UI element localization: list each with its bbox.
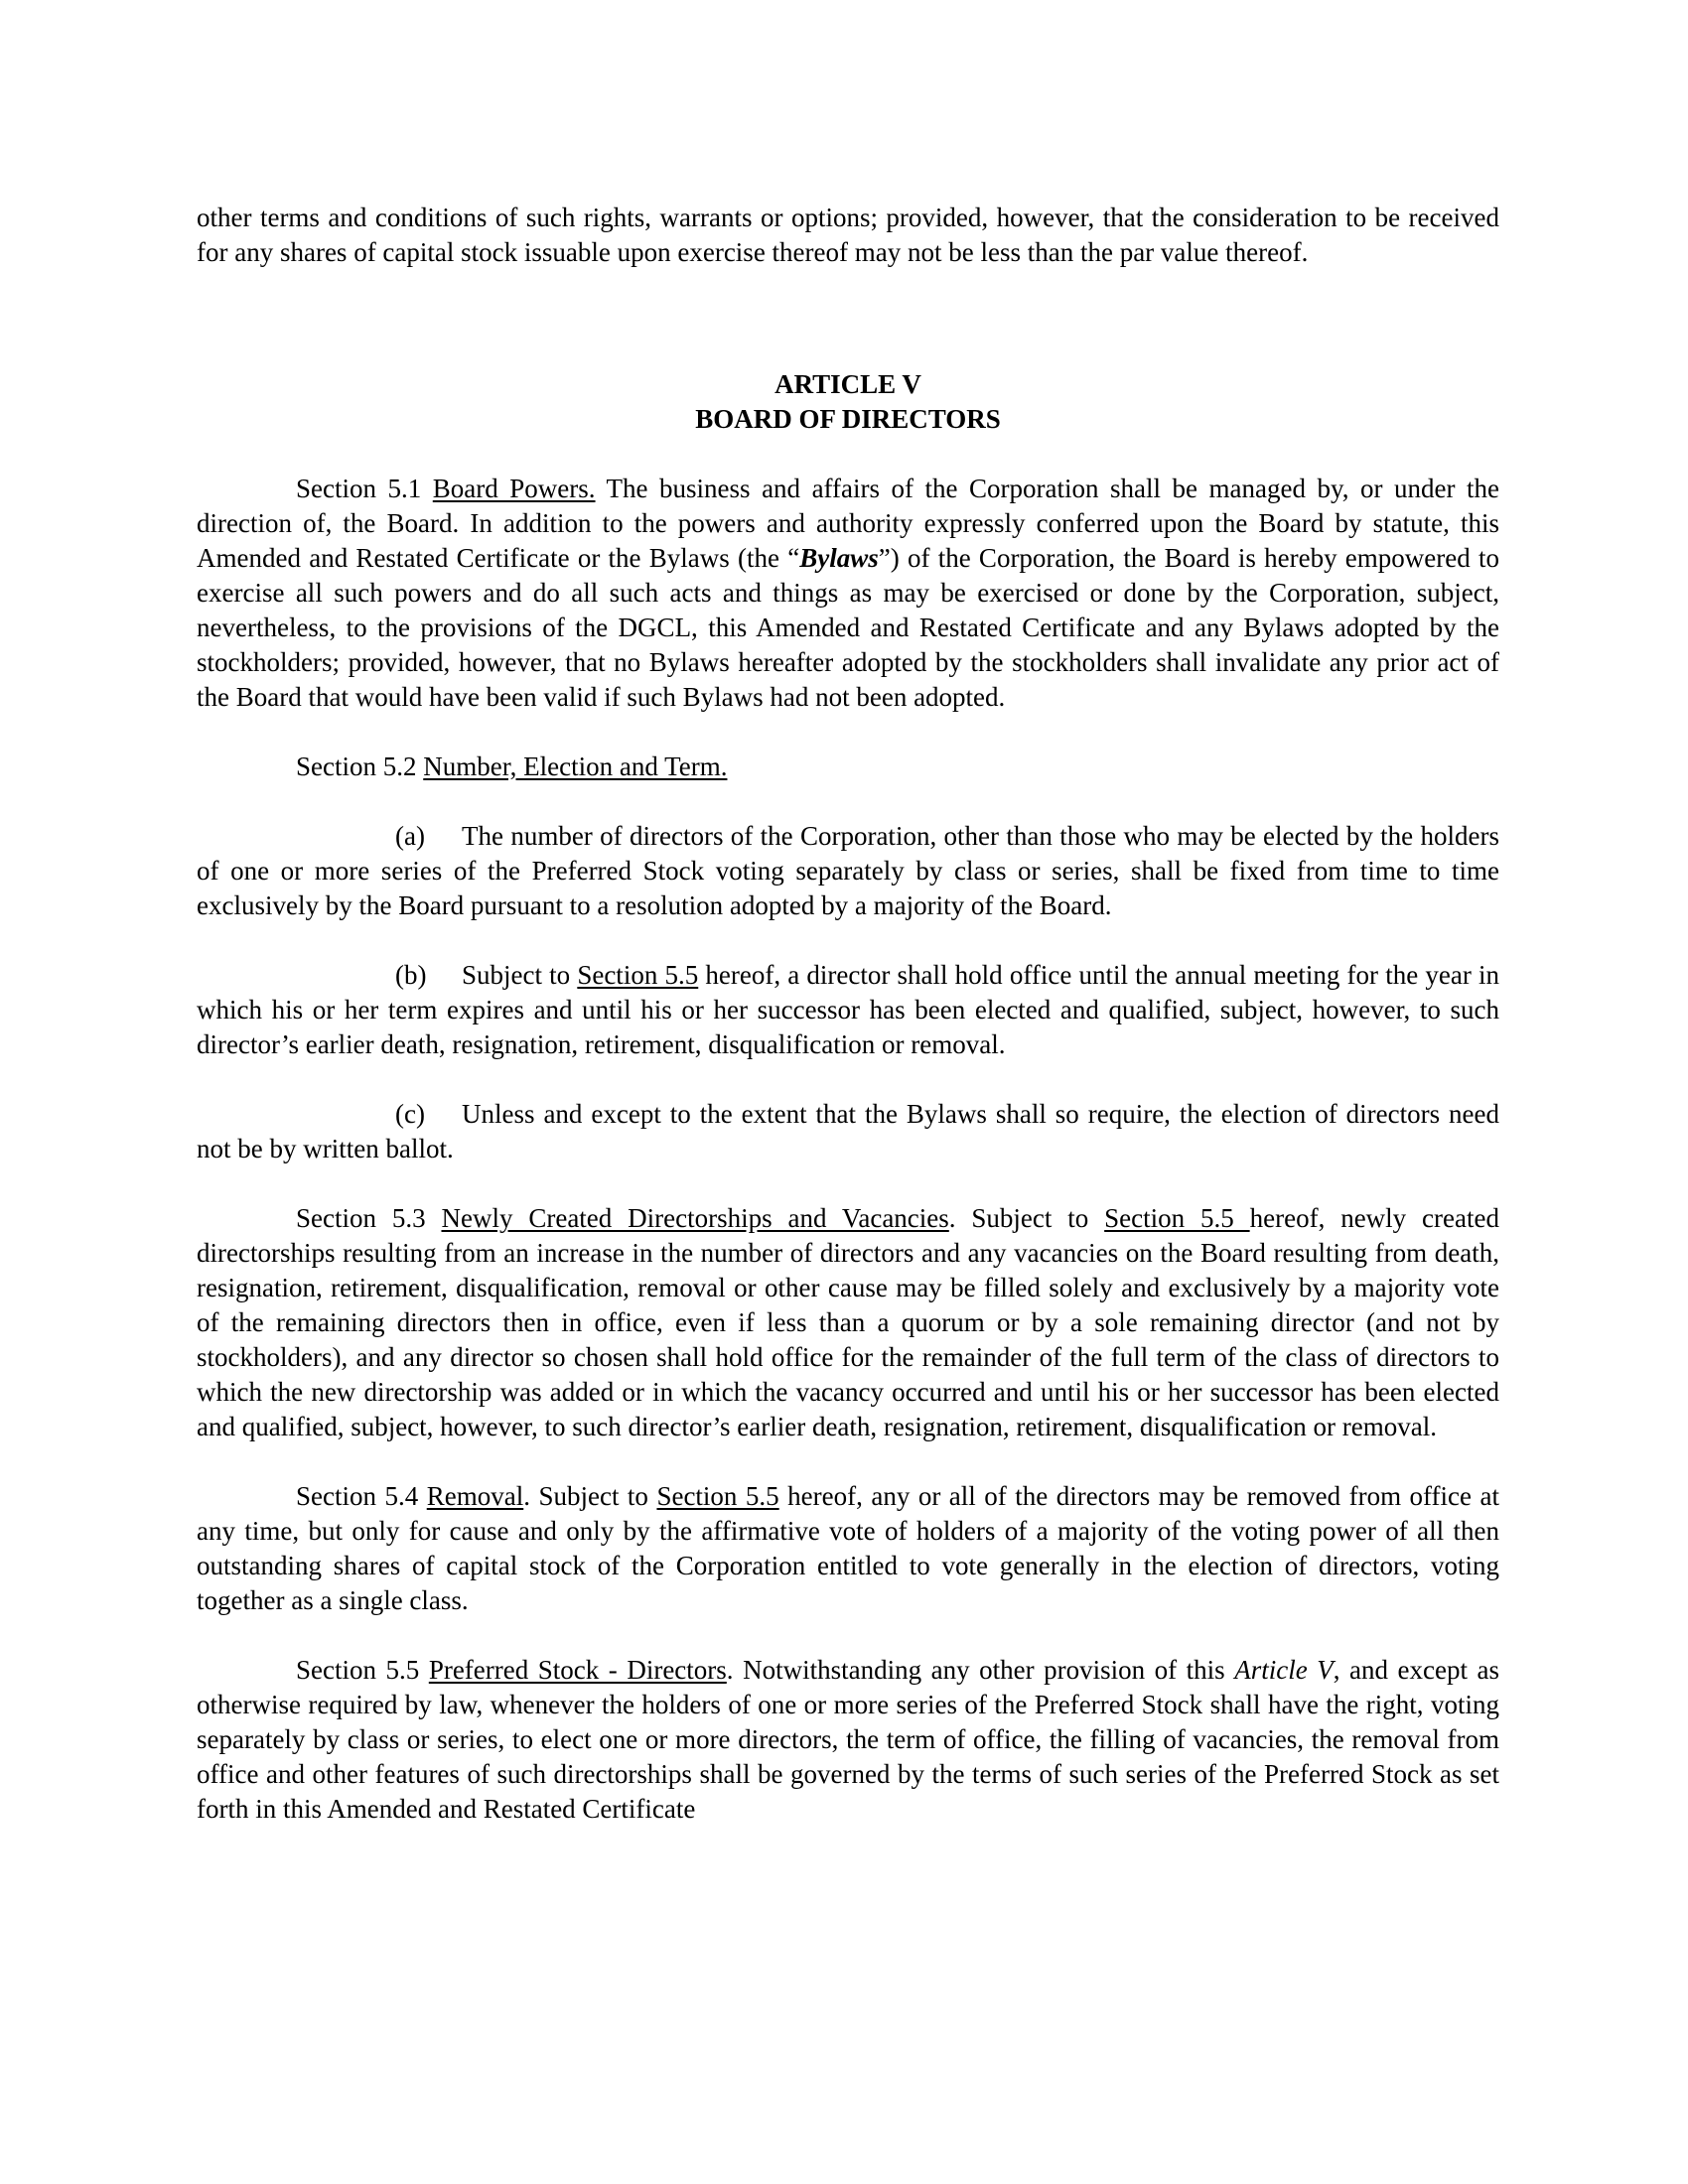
section-5-4-post: hereof, any or all of the directors may be removed from office at any time, but only for cause and only by the affirmative vote of holders of a majority of the voting power of all then outstanding shares of capital stock of the Corporation entitled to vote generally in the election of directors, voting together as a single class. bbox=[197, 1481, 1499, 1615]
intro-paragraph: other terms and conditions of such rights, warrants or options; provided, however, that the consideration to be received for any shares of capital stock issuable upon exercise thereof may not be less than the par value thereof. bbox=[197, 203, 1499, 267]
section-5-4-title: Removal bbox=[426, 1481, 524, 1511]
article-title: BOARD OF DIRECTORS bbox=[695, 404, 1001, 434]
section-5-4-pre: . Subject to bbox=[523, 1481, 657, 1511]
clause-a-text: The number of directors of the Corporation, other than those who may be elected by the holders of one or more series of the Preferred Stock voting separately by class or series, shall be fixed from time to time exclusively by the Board pursuant to a resolution adopted by a majority of the Board. bbox=[197, 821, 1499, 920]
clause-a-label: (a) bbox=[395, 821, 425, 851]
section-5-5-pre: . Notwithstanding any other provision of this bbox=[726, 1655, 1235, 1685]
article-heading bbox=[197, 367, 1499, 437]
section-5-3-label: Section 5.3 bbox=[296, 1203, 426, 1233]
clause-b-pre: Subject to bbox=[462, 960, 578, 990]
article-v-ref: Article V bbox=[1234, 1655, 1334, 1685]
section-5-3-post: hereof, newly created directorships resulting from an increase in the number of directors and any vacancies on the Board resulting from death, resignation, retirement, disqualification, removal or other cause may be filled solely and exclusively by a majority vote of the remaining directors then in office, even if less than a quorum or by a sole remaining director (and not by stockholders), and any director so chosen shall hold office for the remainder of the full term of the class of directors to which the new directorship was added or in which the vacancy occurred and until his or her successor has been elected and qualified, subject, however, to such director’s earlier death, resignation, retirement, disqualification or removal. bbox=[197, 1203, 1499, 1441]
section-5-4-section-ref: Section 5.5 bbox=[656, 1481, 779, 1511]
bylaws-defined-term: Bylaws bbox=[799, 543, 879, 573]
section-5-4 bbox=[197, 1479, 1499, 1618]
clause-c-label: (c) bbox=[395, 1099, 425, 1129]
section-5-5 bbox=[197, 1653, 1499, 1827]
section-5-3-title: Newly Created Directorships and Vacancies bbox=[441, 1203, 949, 1233]
article-number: ARTICLE V bbox=[774, 369, 921, 399]
section-5-1-title: Board Powers. bbox=[432, 474, 596, 503]
section-5-3 bbox=[197, 1201, 1499, 1444]
section-5-2 bbox=[197, 750, 1499, 784]
section-5-2-b bbox=[197, 958, 1499, 1062]
section-5-1 bbox=[197, 472, 1499, 715]
clause-b-label: (b) bbox=[395, 960, 427, 990]
clause-c-text: Unless and except to the extent that the Bylaws shall so require, the election of directors need not be by written ballot. bbox=[197, 1099, 1499, 1163]
section-5-3-pre: . Subject to bbox=[948, 1203, 1105, 1233]
section-5-2-c bbox=[197, 1097, 1499, 1166]
section-5-5-title: Preferred Stock - Directors bbox=[428, 1655, 727, 1685]
section-5-2-label: Section 5.2 bbox=[296, 751, 417, 781]
section-5-5-label: Section 5.5 bbox=[296, 1655, 420, 1685]
section-5-5-post: , and except as otherwise required by law, whenever the holders of one or more series of the Preferred Stock shall have the right, voting separately by class or series, to elect one or more directors, the term of office, the filling of vacancies, the removal from office and other features of such directorships shall be governed by the terms of such series of the Preferred Stock as set forth in this Amended and Restated Certificate bbox=[197, 1655, 1499, 1824]
clause-b-post: hereof, a director shall hold office until the annual meeting for the year in which his or her term expires and until his or her successor has been elected and qualified, subject, however, to such director’s earlier death, resignation, retirement, disqualification or removal. bbox=[197, 960, 1499, 1059]
section-5-1-text-b: ”) of the Corporation, the Board is hereby empowered to exercise all such powers and do all such acts and things as may be exercised or done by the Corporation, subject, nevertheless, to the provisions of the DGCL, this Amended and Restated Certificate and any Bylaws adopted by the stockholders; provided, however, that no Bylaws hereafter adopted by the stockholders shall invalidate any prior act of the Board that would have been valid if such Bylaws had not been adopted. bbox=[197, 543, 1499, 712]
section-5-4-label: Section 5.4 bbox=[296, 1481, 419, 1511]
clause-b-section-ref: Section 5.5 bbox=[577, 960, 699, 990]
section-5-1-label: Section 5.1 bbox=[296, 474, 422, 503]
section-5-3-section-ref: Section 5.5 bbox=[1104, 1203, 1250, 1233]
section-5-2-a bbox=[197, 819, 1499, 923]
section-5-2-title: Number, Election and Term. bbox=[423, 751, 728, 781]
section-5-1-text-a: The business and affairs of the Corporation shall be managed by, or under the direction of, the Board. In addition to the powers and authority expressly conferred upon the Board by statute, this Amended and Restated Certificate or the Bylaws (the “ bbox=[197, 474, 1500, 573]
